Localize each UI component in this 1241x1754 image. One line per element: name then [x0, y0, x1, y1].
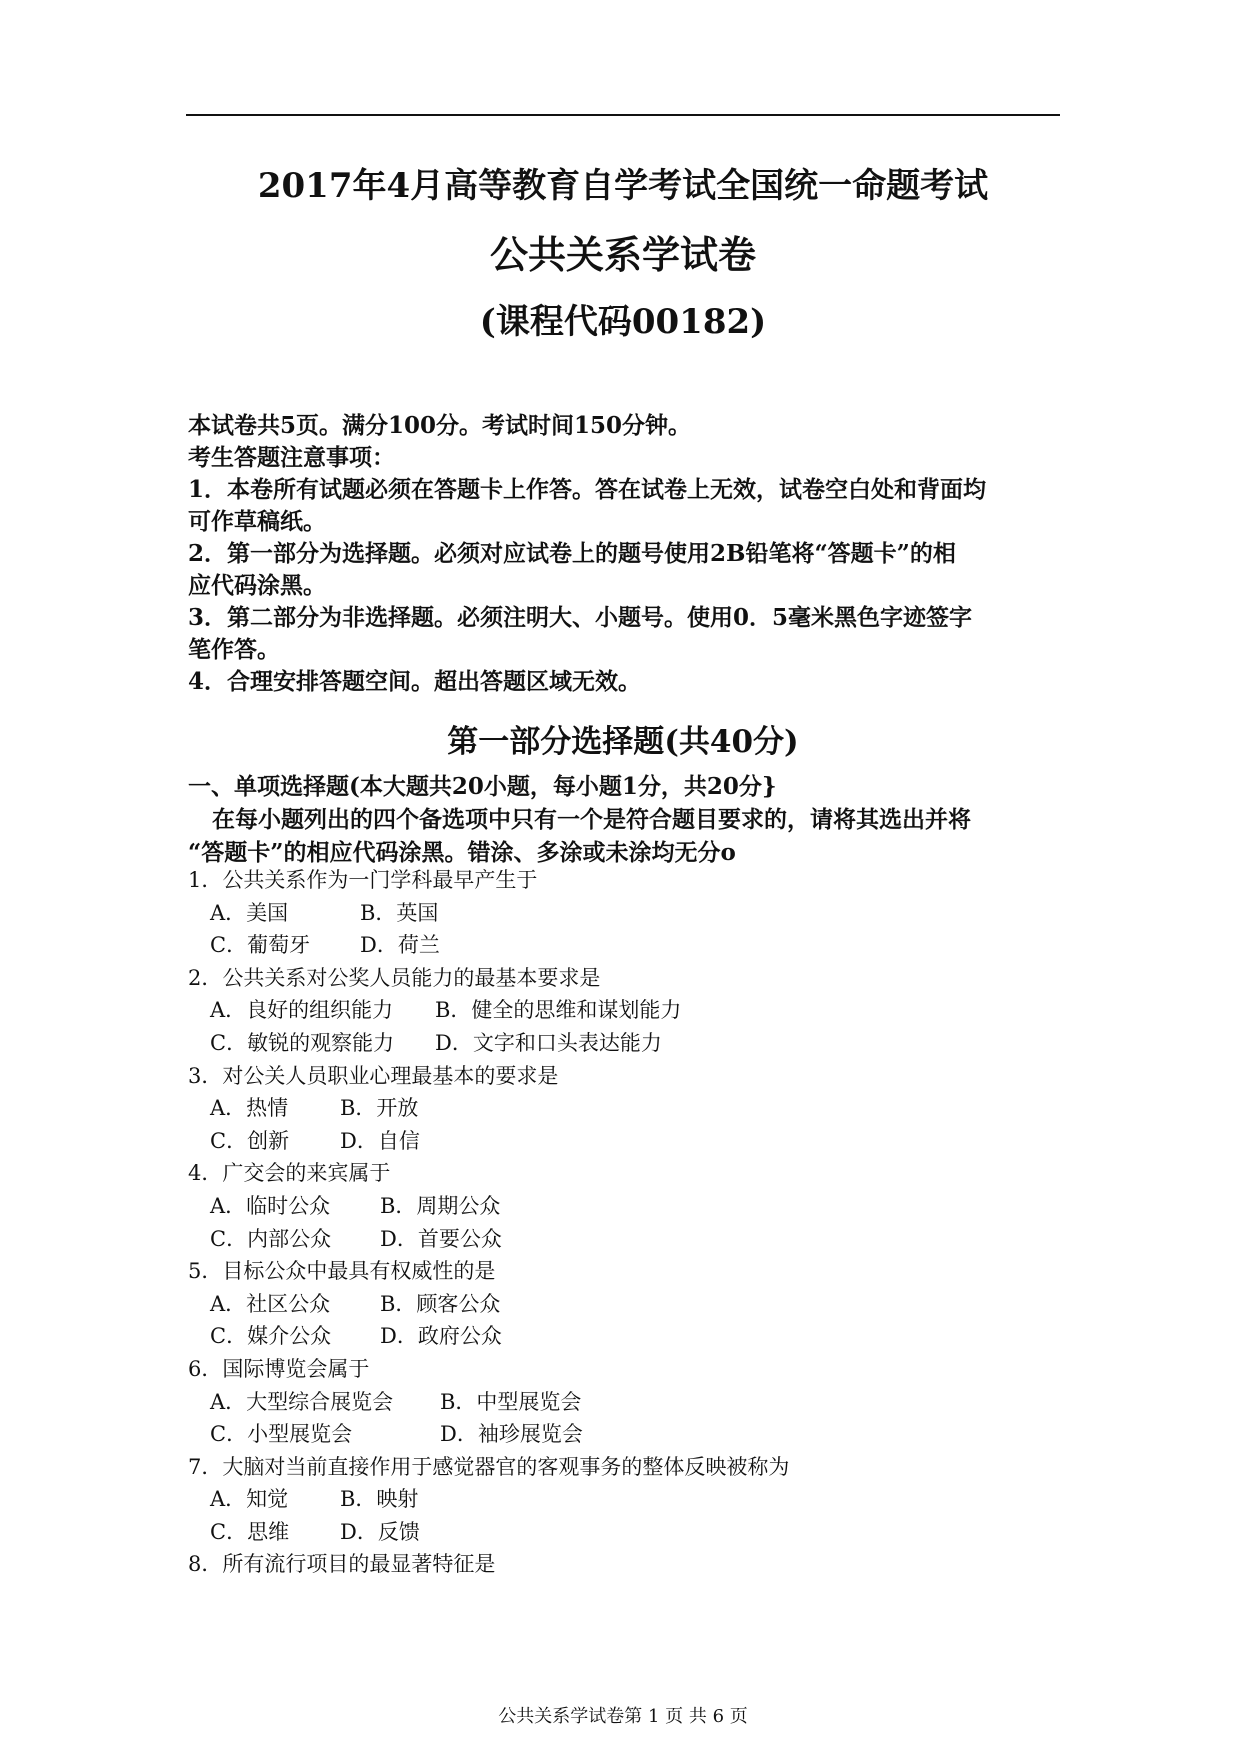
answer-option: C．内部公众 [210, 1226, 332, 1251]
answer-option: C．媒介公众 [210, 1324, 332, 1349]
option-row [188, 1483, 1068, 1516]
question-stem: 6．国际博览会属于 [188, 1356, 370, 1381]
option-row [188, 1190, 1068, 1223]
note-line: 1．本卷所有试题必须在答题卡上作答。答在试卷上无效，试卷空白处和背面均 [188, 476, 987, 503]
answer-option: D．首要公众 [380, 1226, 502, 1251]
answer-option: B．顾客公众 [380, 1291, 501, 1316]
option-row [188, 1386, 1068, 1419]
answer-option: B．英国 [360, 900, 439, 925]
option-row [188, 1418, 1068, 1451]
answer-option: D．荷兰 [360, 933, 440, 958]
question-stem: 5．目标公众中最具有权威性的是 [188, 1259, 496, 1284]
answer-option: D．文字和口头表达能力 [435, 1030, 662, 1055]
answer-option: D．袖珍展览会 [440, 1422, 583, 1447]
option-row [188, 929, 1068, 962]
answer-option: A．美国 [210, 900, 289, 925]
exam-notes [188, 410, 1068, 698]
option-row [188, 1125, 1068, 1158]
note-line: 本试卷共5页。满分100分。考试时间150分钟。 [188, 412, 692, 439]
option-row [188, 994, 1068, 1027]
note-line: 3．第二部分为非选择题。必须注明大、小题号。使用0．5毫米黑色字迹签字 [188, 604, 973, 631]
exam-title: 2017年4月高等教育自学考试全国统一命题考试 [257, 166, 989, 206]
top-rule [186, 114, 1060, 116]
option-row [188, 1027, 1068, 1060]
answer-option: B．中型展览会 [440, 1389, 582, 1414]
note-line: 可作草稿纸。 [188, 508, 326, 535]
answer-option: D．自信 [340, 1128, 420, 1153]
question-list [188, 864, 1068, 1581]
answer-option: A．临时公众 [210, 1193, 331, 1218]
question-stem: 1．公共关系作为一门学科最早产生于 [188, 868, 538, 892]
option-row [188, 1092, 1068, 1125]
answer-option: C．创新 [210, 1128, 290, 1153]
part-heading: 第一部分选择题(共40分) [447, 724, 799, 760]
answer-option: C．小型展览会 [210, 1422, 353, 1447]
question-stem: 4．广交会的来宾属于 [188, 1161, 391, 1186]
question-stem: 8．所有流行项目的最显著特征是 [188, 1552, 496, 1577]
answer-option: D．政府公众 [380, 1324, 502, 1349]
paper-title: 公共关系学试卷 [489, 232, 756, 277]
answer-option: A．大型综合展览会 [210, 1389, 394, 1414]
section-title: 一、单项选择题(本大题共20小题，每小题1分，共20分} [188, 773, 777, 800]
section-heading [188, 770, 1068, 869]
option-row [188, 897, 1068, 930]
answer-option: B．健全的思维和谋划能力 [435, 998, 682, 1023]
answer-option: A．良好的组织能力 [210, 998, 394, 1023]
section-instruction: “答题卡”的相应代码涂黑。错涂、多涂或未涂均无分o [188, 839, 736, 866]
option-row [188, 1516, 1068, 1549]
answer-option: C．思维 [210, 1519, 290, 1544]
note-line: 笔作答。 [188, 636, 280, 663]
note-line: 考生答题注意事项： [188, 444, 395, 471]
page-footer: 公共关系学试卷第 1 页 共 6 页 [498, 1706, 748, 1727]
answer-option: C．敏锐的观察能力 [210, 1030, 395, 1055]
note-line: 应代码涂黑。 [188, 572, 326, 599]
course-code: (课程代码00182) [479, 302, 767, 342]
question-stem: 3．对公关人员职业心理最基本的要求是 [188, 1063, 559, 1088]
option-row [188, 1320, 1068, 1353]
answer-option: B．开放 [340, 1096, 419, 1121]
option-row [188, 1223, 1068, 1256]
answer-option: B．周期公众 [380, 1193, 501, 1218]
answer-option: A．社区公众 [210, 1291, 331, 1316]
answer-option: C．葡萄牙 [210, 933, 311, 958]
question-stem: 2．公共关系对公奖人员能力的最基本要求是 [188, 965, 601, 990]
note-line: 4．合理安排答题空间。超出答题区域无效。 [188, 668, 642, 695]
note-line: 2．第一部分为选择题。必须对应试卷上的题号使用2B铅笔将“答题卡”的相 [188, 540, 956, 567]
question-stem: 7．大脑对当前直接作用于感觉器官的客观事务的整体反映被称为 [188, 1454, 790, 1479]
option-row [188, 1288, 1068, 1321]
answer-option: A．热情 [210, 1096, 289, 1121]
section-instruction: 在每小题列出的四个备选项中只有一个是符合题目要求的，请将其选出并将 [212, 806, 971, 833]
answer-option: B．映射 [340, 1487, 419, 1512]
answer-option: D．反馈 [340, 1519, 420, 1544]
answer-option: A．知觉 [210, 1487, 289, 1512]
